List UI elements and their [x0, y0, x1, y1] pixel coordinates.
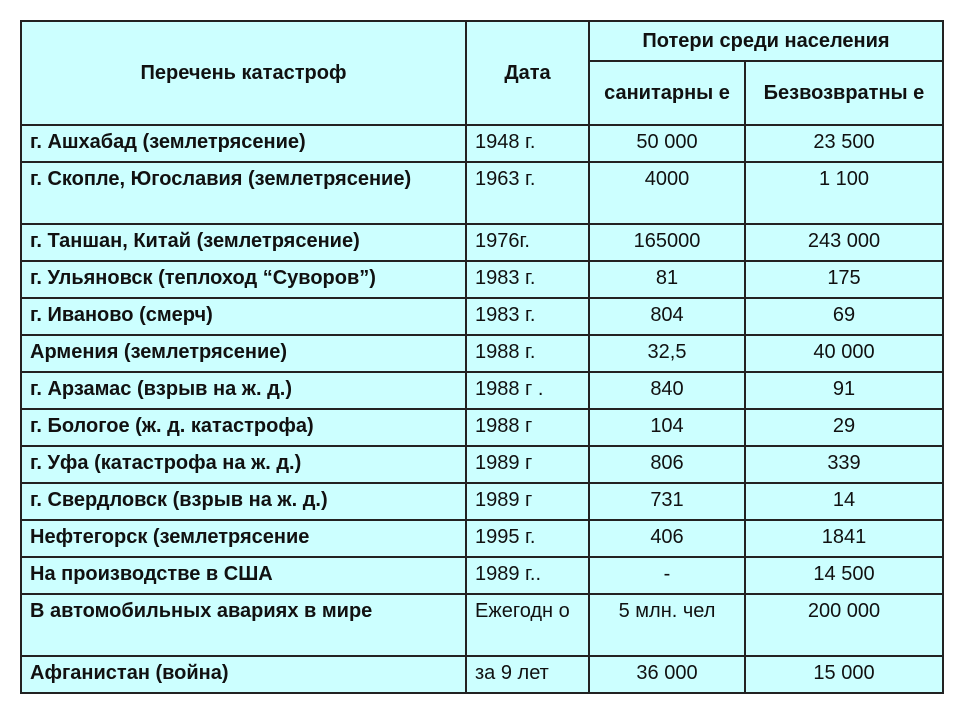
disaster-name: г. Арзамас (взрыв на ж. д.) [21, 372, 466, 409]
irrecoverable-losses: 23 500 [745, 125, 943, 162]
sanitary-losses: 50 000 [589, 125, 745, 162]
table-row [21, 446, 943, 483]
sanitary-losses: - [589, 557, 745, 594]
sanitary-losses: 731 [589, 483, 745, 520]
disaster-name: г. Скопле, Югославия (землетрясение) [21, 162, 466, 224]
irrecoverable-losses: 14 500 [745, 557, 943, 594]
irrecoverable-losses: 1 100 [745, 162, 943, 224]
table-row [21, 125, 943, 162]
disaster-date: 1963 г. [466, 162, 589, 224]
disaster-name: г. Ульяновск (теплоход “Суворов”) [21, 261, 466, 298]
sanitary-losses: 5 млн. чел [589, 594, 745, 656]
disaster-date: 1983 г. [466, 298, 589, 335]
irrecoverable-losses: 175 [745, 261, 943, 298]
table-row [21, 594, 943, 656]
table-row [21, 520, 943, 557]
sanitary-losses: 32,5 [589, 335, 745, 372]
disaster-date: 1988 г. [466, 335, 589, 372]
header-sanitary: санитарны е [589, 61, 745, 125]
irrecoverable-losses: 69 [745, 298, 943, 335]
disaster-name: г. Иваново (смерч) [21, 298, 466, 335]
table-row [21, 335, 943, 372]
disasters-table [20, 20, 944, 694]
disaster-name: г. Уфа (катастрофа на ж. д.) [21, 446, 466, 483]
header-list: Перечень катастроф [21, 21, 466, 125]
sanitary-losses: 4000 [589, 162, 745, 224]
irrecoverable-losses: 1841 [745, 520, 943, 557]
sanitary-losses: 804 [589, 298, 745, 335]
disaster-date: Ежегодн о [466, 594, 589, 656]
table-row [21, 162, 943, 224]
table-row [21, 298, 943, 335]
disaster-date: 1989 г [466, 483, 589, 520]
disaster-date: 1976г. [466, 224, 589, 261]
sanitary-losses: 806 [589, 446, 745, 483]
table-row [21, 557, 943, 594]
irrecoverable-losses: 40 000 [745, 335, 943, 372]
disaster-date: 1989 г [466, 446, 589, 483]
disaster-name: г. Таншан, Китай (землетрясение) [21, 224, 466, 261]
disaster-name: Афганистан (война) [21, 656, 466, 693]
disaster-date: 1989 г.. [466, 557, 589, 594]
disaster-date: 1988 г [466, 409, 589, 446]
disaster-name: Армения (землетрясение) [21, 335, 466, 372]
irrecoverable-losses: 14 [745, 483, 943, 520]
sanitary-losses: 104 [589, 409, 745, 446]
disaster-name: г. Свердловск (взрыв на ж. д.) [21, 483, 466, 520]
sanitary-losses: 81 [589, 261, 745, 298]
sanitary-losses: 36 000 [589, 656, 745, 693]
header-irrecoverable: Безвозвратны е [745, 61, 943, 125]
header-date: Дата [466, 21, 589, 125]
disaster-name: г. Ашхабад (землетрясение) [21, 125, 466, 162]
disaster-name: В автомобильных авариях в мире [21, 594, 466, 656]
irrecoverable-losses: 200 000 [745, 594, 943, 656]
disaster-date: 1983 г. [466, 261, 589, 298]
header-row [21, 21, 943, 61]
table-row [21, 372, 943, 409]
table-row [21, 224, 943, 261]
disaster-date: за 9 лет [466, 656, 589, 693]
disaster-date: 1948 г. [466, 125, 589, 162]
table-row [21, 409, 943, 446]
disaster-name: г. Бологое (ж. д. катастрофа) [21, 409, 466, 446]
disaster-date: 1995 г. [466, 520, 589, 557]
disaster-name: Нефтегорск (землетрясение [21, 520, 466, 557]
disaster-name: На производстве в США [21, 557, 466, 594]
sanitary-losses: 406 [589, 520, 745, 557]
irrecoverable-losses: 91 [745, 372, 943, 409]
irrecoverable-losses: 339 [745, 446, 943, 483]
header-losses: Потери среди населения [589, 21, 943, 61]
disaster-date: 1988 г . [466, 372, 589, 409]
irrecoverable-losses: 29 [745, 409, 943, 446]
irrecoverable-losses: 15 000 [745, 656, 943, 693]
sanitary-losses: 840 [589, 372, 745, 409]
table-row [21, 483, 943, 520]
sanitary-losses: 165000 [589, 224, 745, 261]
irrecoverable-losses: 243 000 [745, 224, 943, 261]
table-row [21, 261, 943, 298]
table-row [21, 656, 943, 693]
